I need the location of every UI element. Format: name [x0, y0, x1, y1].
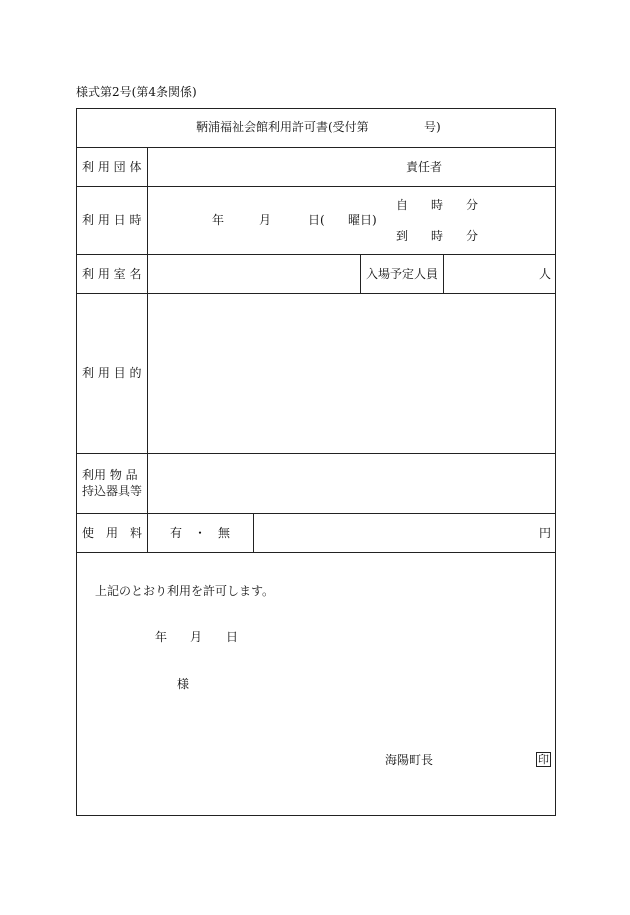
year-text: 年 [212, 213, 225, 227]
form-title-suffix: 号) [424, 120, 441, 134]
responsible-label: 責任者 [406, 160, 443, 174]
row-divider [76, 254, 556, 255]
issuer-name: 海陽町長 [385, 753, 434, 767]
datetime-label: 利 用 日 時 [82, 213, 142, 227]
expected-attendance-label: 入場予定人員 [366, 267, 439, 281]
weekday-text: 曜日) [348, 213, 377, 227]
to-minute-text: 分 [466, 229, 479, 243]
row-divider [76, 453, 556, 454]
seal-mark: 印 [538, 753, 549, 766]
fee-options: 有 ・ 無 [170, 526, 231, 540]
permission-text: 上記のとおり利用を許可します。 [95, 584, 275, 598]
to-hour-text: 時 [431, 229, 444, 243]
form-number: 様式第2号(第4条関係) [76, 85, 197, 99]
person-unit: 人 [539, 267, 552, 281]
row-divider [76, 293, 556, 294]
purpose-label: 利 用 目 的 [82, 366, 142, 380]
room-label: 利 用 室 名 [82, 267, 142, 281]
fee-label: 使 用 料 [82, 526, 143, 540]
group-label: 利 用 団 体 [82, 160, 142, 174]
room-divider [443, 254, 444, 293]
from-minute-text: 分 [466, 198, 479, 212]
month-text: 月 [259, 213, 272, 227]
label-column-divider [147, 147, 148, 552]
row-divider [76, 186, 556, 187]
form-title: 鞆浦福祉会館利用許可書(受付第 [196, 120, 369, 134]
yen-unit: 円 [539, 526, 552, 540]
row-divider [76, 552, 556, 553]
honorific: 様 [177, 677, 190, 691]
issue-month: 月 [190, 630, 203, 644]
row-divider [76, 513, 556, 514]
room-divider [360, 254, 361, 293]
issue-day: 日 [226, 630, 239, 644]
items-label-line2: 持込器具等 [82, 484, 143, 498]
issue-year: 年 [155, 630, 168, 644]
from-text: 自 [396, 198, 409, 212]
to-text: 到 [396, 229, 409, 243]
items-label-line1: 利用 物 品 [82, 468, 138, 482]
day-text: 日( [308, 213, 325, 227]
fee-divider [253, 513, 254, 552]
row-divider [76, 147, 556, 148]
from-hour-text: 時 [431, 198, 444, 212]
